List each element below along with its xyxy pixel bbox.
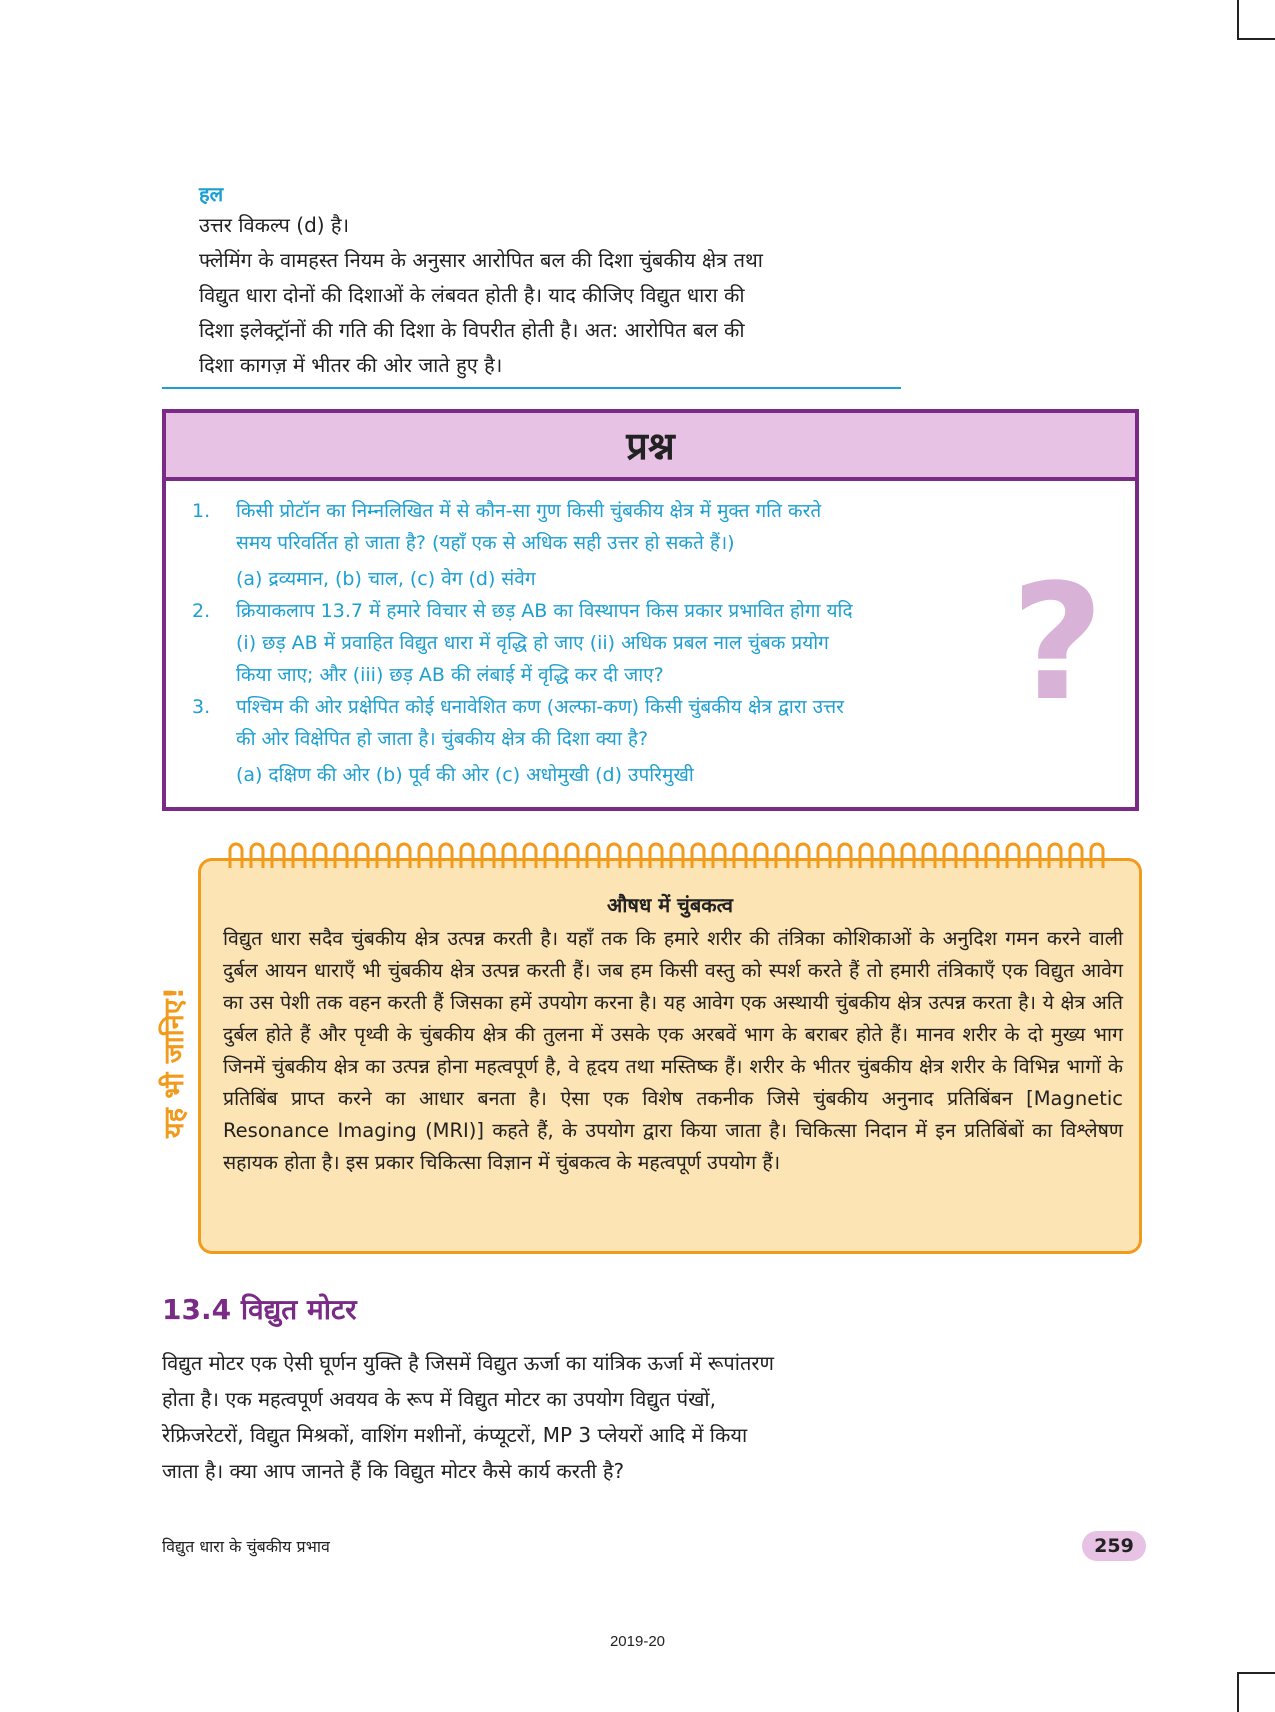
- solution-line: फ्लेमिंग के वामहस्त नियम के अनुसार आरोपित बल की दिशा चुंबकीय क्षेत्र तथा: [199, 248, 763, 272]
- spiral-loop: [482, 844, 494, 868]
- solution-line: उत्तर विकल्प (d) है।: [199, 213, 350, 237]
- spiral-loop: [902, 844, 914, 868]
- questions-box: [162, 409, 1139, 811]
- question-number: 1.: [192, 500, 211, 522]
- did-you-know-label: [148, 962, 198, 1162]
- notebook-spiral-icon: [228, 836, 1108, 876]
- spiral-loop: [272, 844, 284, 868]
- spiral-loop: [1007, 844, 1019, 868]
- spiral-loop: [1028, 844, 1040, 868]
- solution-line: दिशा कागज़ में भीतर की ओर जाते हुए है।: [199, 353, 503, 377]
- edition-year: 2019-20: [609, 1633, 666, 1650]
- section-line: रेफ्रिजरेटरों, विद्युत मिश्रकों, वाशिंग मशीनों, कंप्यूटरों, MP 3 प्लेयरों आदि में किया: [162, 1423, 748, 1447]
- spiral-loop: [839, 844, 851, 868]
- spiral-loop: [335, 844, 347, 868]
- solution-line: विद्युत धारा दोनों की दिशाओं के लंबवत होती है। याद कीजिए विद्युत धारा की: [199, 283, 745, 307]
- spiral-loop: [545, 844, 557, 868]
- question-line: किसी प्रोटॉन का निम्नलिखित में से कौन-सा गुण किसी चुंबकीय क्षेत्र में मुक्त गति करते: [236, 500, 822, 522]
- did-you-know-text: विद्युत धारा सदैव चुंबकीय क्षेत्र उत्पन्न करती है। यहाँ तक कि हमारे शरीर की तंत्रिका कोशिकाओं के अनुदिश गमन करने वाली दुर्बल आयन धाराएँ भी चुंबकीय क्षेत्र उत्पन्न करती हैं। जब हम किसी वस्तु को स्पर्श करते हैं तो हमारी तंत्रिकाएँ एक विद्युत आवेग का उस पेशी तक वहन करती हैं जिसका हमें उपयोग करना है। यह आवेग एक अस्थायी चुंबकीय क्षेत्र उत्पन्न करता है। ये क्षेत्र अति दुर्बल होते हैं और पृथ्वी के चुंबकीय क्षेत्र की तुलना में उसके एक अरबवें भाग के बराबर होते हैं। मानव शरीर के दो मुख्य भाग जिनमें चुंबकीय क्षेत्र का उत्पन्न होना महत्वपूर्ण है, वे हृदय तथा मस्तिष्क हैं। शरीर के भीतर चुंबकीय क्षेत्र शरीर के विभिन्न भागों के प्रतिबिंब प्राप्त करने का आधार बनता है। ऐसा एक विशेष तकनीक जिसे चुंबकीय अनुनाद प्रतिबिंबन [Magnetic Resonance Imaging (MRI)] कहते हैं, के उपयोग द्वारा किया जाता है। चिकित्सा निदान में इन प्रतिबिंबों का विश्लेषण सहायक होता है। इस प्रकार चिकित्सा विज्ञान में चुंबकत्व के महत्वपूर्ण उपयोग हैं।: [223, 927, 1123, 1174]
- spiral-loop: [587, 844, 599, 868]
- question-line: (i) छड़ AB में प्रवाहित विद्युत धारा में वृद्धि हो जाए (ii) अधिक प्रबल नाल चुंबक प्रयोग: [236, 632, 829, 654]
- spiral-loop: [503, 844, 515, 868]
- section-title: 13.4 विद्युत मोटर: [162, 1293, 357, 1326]
- question-mark-icon: ?: [1011, 549, 1104, 736]
- spiral-loop: [944, 844, 956, 868]
- spiral-loop: [671, 844, 683, 868]
- solution-divider: [162, 387, 901, 389]
- page-number: 259: [1082, 1531, 1146, 1561]
- spiral-loop: [734, 844, 746, 868]
- spiral-loop: [440, 844, 452, 868]
- spiral-loop: [986, 844, 998, 868]
- question-line: समय परिवर्तित हो जाता है? (यहाँ एक से अधिक सही उत्तर हो सकते हैं।): [236, 532, 735, 554]
- spiral-loop: [713, 844, 725, 868]
- chapter-footer: विद्युत धारा के चुंबकीय प्रभाव: [162, 1537, 330, 1556]
- spiral-loop: [923, 844, 935, 868]
- question-line: पश्चिम की ओर प्रक्षेपित कोई धनावेशित कण (अल्फा-कण) किसी चुंबकीय क्षेत्र द्वारा उत्तर: [236, 696, 844, 718]
- spiral-loop: [1070, 844, 1082, 868]
- spiral-loop: [860, 844, 872, 868]
- question-line: क्रियाकलाप 13.7 में हमारे विचार से छड़ AB का विस्थापन किस प्रकार प्रभावित होगा यदि: [236, 600, 853, 622]
- did-you-know-label-text: यह भी जानिए!: [159, 986, 191, 1138]
- spiral-loop: [1049, 844, 1061, 868]
- question-line: किया जाए; और (iii) छड़ AB की लंबाई में वृद्धि कर दी जाए?: [236, 664, 664, 686]
- spiral-loop: [881, 844, 893, 868]
- solution-line: दिशा इलेक्ट्रॉनों की गति की दिशा के विपरीत होती है। अत: आरोपित बल की: [199, 318, 745, 342]
- spiral-loop: [314, 844, 326, 868]
- spiral-loop: [251, 844, 263, 868]
- questions-title: प्रश्न: [626, 424, 675, 468]
- question-number: 3.: [192, 696, 211, 718]
- spiral-loop: [965, 844, 977, 868]
- spiral-loop: [650, 844, 662, 868]
- spiral-loop: [230, 844, 242, 868]
- spiral-loop: [377, 844, 389, 868]
- spiral-loop: [524, 844, 536, 868]
- spiral-loop: [356, 844, 368, 868]
- spiral-loop: [419, 844, 431, 868]
- spiral-loop: [398, 844, 410, 868]
- spiral-loop: [1091, 844, 1103, 868]
- question-options: (a) दक्षिण की ओर (b) पूर्व की ओर (c) अधोमुखी (d) उपरिमुखी: [236, 764, 694, 786]
- question-line: की ओर विक्षेपित हो जाता है। चुंबकीय क्षेत्र की दिशा क्या है?: [236, 728, 649, 750]
- spiral-loop: [776, 844, 788, 868]
- question-item: [192, 495, 932, 595]
- question-options: (a) द्रव्यमान, (b) चाल, (c) वेग (d) संवेग: [236, 568, 536, 590]
- question-number: 2.: [192, 600, 211, 622]
- questions-header: [166, 413, 1135, 481]
- section-line: जाता है। क्या आप जानते हैं कि विद्युत मोटर कैसे कार्य करती है?: [162, 1459, 625, 1483]
- crop-mark-bottom: [1237, 1672, 1275, 1712]
- spiral-loop: [566, 844, 578, 868]
- question-item: [192, 691, 932, 791]
- did-you-know-title: औषध में चुंबकत्व: [606, 893, 734, 917]
- spiral-loop: [818, 844, 830, 868]
- spiral-loop: [461, 844, 473, 868]
- spiral-loop: [293, 844, 305, 868]
- spiral-loop: [608, 844, 620, 868]
- spiral-loop: [629, 844, 641, 868]
- spiral-loop: [692, 844, 704, 868]
- solution-block: [199, 180, 901, 383]
- section-line: विद्युत मोटर एक ऐसी घूर्णन युक्ति है जिसमें विद्युत ऊर्जा का यांत्रिक ऊर्जा में रूपांतरण: [162, 1351, 775, 1375]
- did-you-know-box: [198, 836, 1142, 1254]
- question-item: [192, 595, 932, 691]
- crop-mark-top: [1237, 0, 1275, 40]
- spiral-loop: [797, 844, 809, 868]
- section-body: [162, 1345, 902, 1489]
- question-list: [192, 495, 932, 791]
- solution-heading: हल: [199, 182, 224, 206]
- did-you-know-panel: [198, 858, 1142, 1254]
- section-line: होता है। एक महत्वपूर्ण अवयव के रूप में विद्युत मोटर का उपयोग विद्युत पंखों,: [162, 1387, 716, 1411]
- spiral-loop: [755, 844, 767, 868]
